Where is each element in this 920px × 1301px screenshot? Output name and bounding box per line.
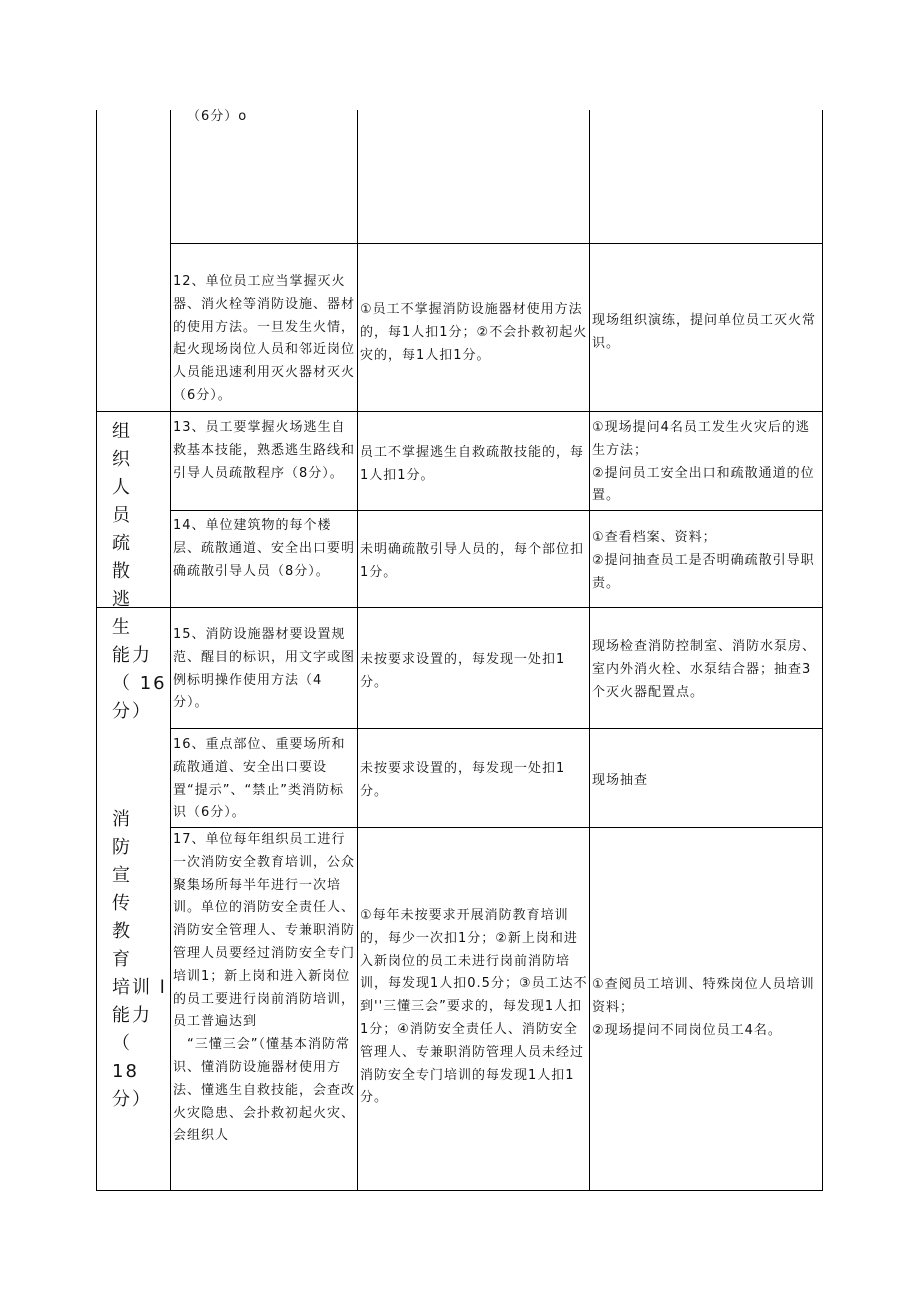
method-cell: 现场检查消防控制室、消防水泵房、室内外消火栓、水泵结合器；抽查3个灭火器配置点。 [592,639,817,700]
row-divider [170,510,823,511]
method-cell: 现场抽查 [592,773,649,788]
row-divider [96,411,823,412]
item-cell: 12、单位员工应当掌握灭火器、消火栓等消防设施、器材的使用方法。一旦发生火情，起火现场岗位人员和邻近岗位人员能迅速利用灭火器材灭火（6分）。 [173,274,355,403]
item-cell: 17、单位每年组织员工进行一次消防安全教育培训，公众聚集场所每半年进行一次培训。单位的消防安全责任人、消防安全管理人、专兼职消防管理人员要经过消防安全专门培训1；新上岗和进入新岗位的员工要进行岗前消防培训，员工普遍达到 “三懂三会”（懂基本消防常识、懂消防设施器材使用方法、懂逃生自救技能，会查改火灾隐患、会扑救初起火灾、会组织人 [173,832,355,1144]
table-left-border [96,110,97,1191]
category-evacuation: 组 织 人 员 疏 散 逃 生 能力 （ 16 分） [112,421,167,722]
method-cell: ①查看档案、资料； ②提问抽查员工是否明确疏散引导职责。 [592,530,815,591]
table-right-border [822,110,823,1191]
table-bottom-border [96,1190,823,1191]
deduction-cell: 未按要求设置的，每发现一处扣1分。 [360,652,566,690]
item-cell: 16、重点部位、重要场所和疏散通道、安全出口要设置“提示”、“禁止”类消防标识（6分）。 [173,737,346,821]
deduction-cell: 员工不掌握逃生自救疏散技能的，每1人扣1分。 [360,445,585,483]
item-cell: 14、单位建筑物的每个楼层、疏散通道、安全出口要明确疏散引导人员（8分）。 [173,518,355,579]
method-cell: 现场组织演练，提问单位员工灭火常识。 [592,313,817,351]
deduction-cell: ①员工不掌握消防设施器材使用方法的，每1人扣1分；②不会扑救初起火灾的，每1人扣1分。 [360,302,588,363]
row-divider [170,827,823,828]
column-divider [589,110,590,1191]
deduction-cell: 未按要求设置的，每发现一处扣1分。 [360,761,566,799]
column-divider [170,110,171,1191]
item-cell: 15、消防设施器材要设置规范、醒目的标识，用文字或图例标明操作使用方法（4分）。 [173,627,355,711]
method-cell: ①现场提问4名员工发生火灾后的逃生方法； ②提问员工安全出口和疏散通道的位置。 [592,420,815,504]
method-cell: ①查阅员工培训、特殊岗位人员培训资料； ②现场提问不同岗位员工4名。 [592,977,815,1038]
deduction-cell: ①每年未按要求开展消防教育培训的，每少一次扣1分；②新上岗和进入新岗位的员工未进行岗前消防培训，每发现1人扣0.5分；③员工达不到''三懂三会”要求的，每发现1人扣1分；④消防安全责任人、消防安全管理人、专兼职消防管理人员未经过消防安全专门培训的每发现1人扣1分。 [360,908,588,1106]
row-divider [96,607,823,608]
row-divider [170,728,823,729]
column-divider [357,110,358,1191]
item-cell: 13、员工要掌握火场逃生自救基本技能，熟悉逃生路线和引导人员疏散程序（8分）。 [173,420,355,481]
row-divider [170,243,823,244]
item-cell: （6分）o [187,109,248,124]
deduction-cell: 未明确疏散引导人员的，每个部位扣1分。 [360,542,585,580]
category-training: 消 防 宣 传 教 育 培训 l 能力（ 18 分） [112,809,167,1110]
